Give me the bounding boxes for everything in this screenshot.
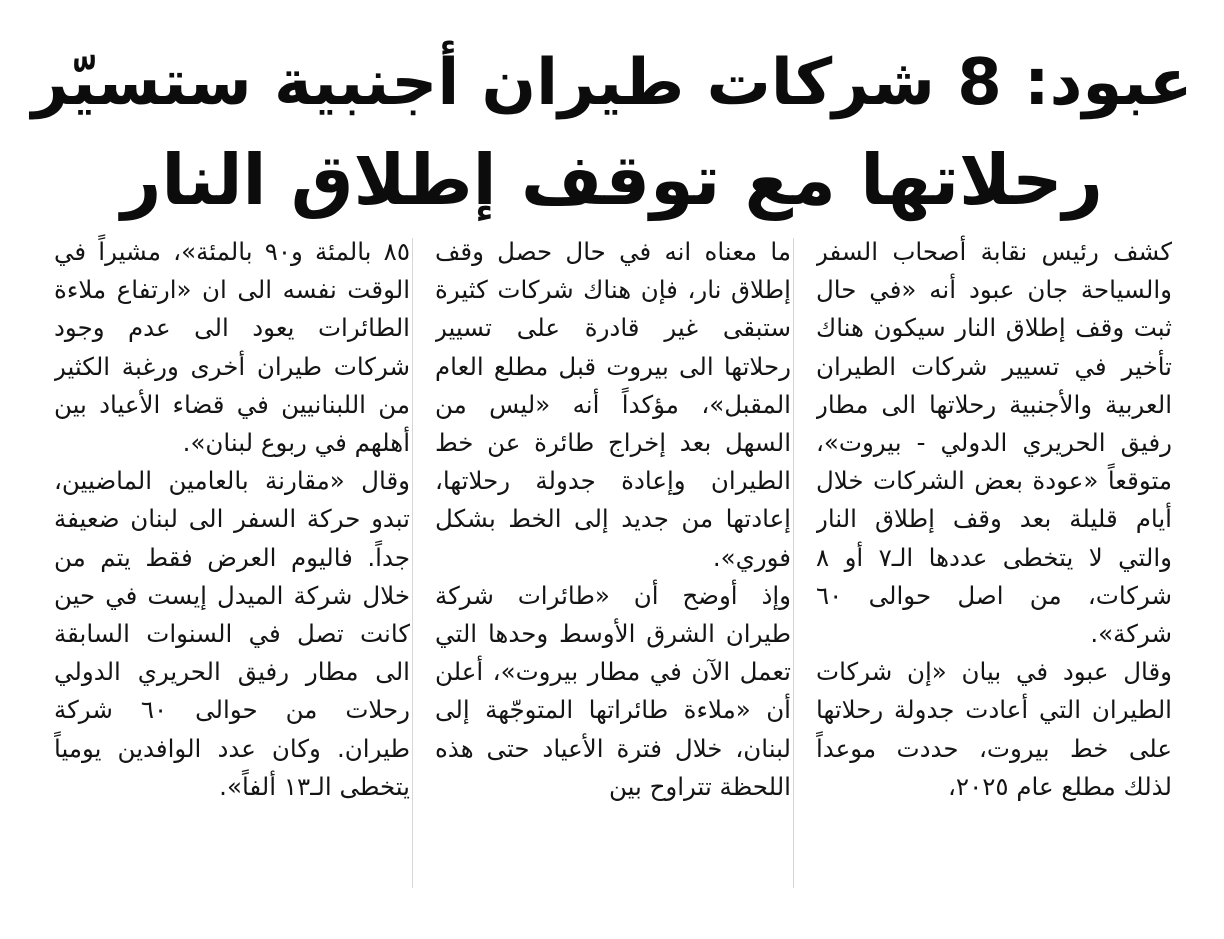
headline-line-1: عبود: 8 شركات طيران أجنبية ستسيّر <box>31 46 1193 120</box>
column-divider <box>412 238 413 888</box>
paragraph: ٨٥ بالمئة و٩٠ بالمئة»، مشيراً في الوقت نفسه الى ان «ارتفاع ملاءة الطائرات يعود الى عدم وجود شركات طيران أخرى ورغبة الكثير من اللبنانيين في قضاء الأعياد بين أهلهم في ربوع لبنان». <box>54 237 410 458</box>
paragraph: وقال عبود في بيان «إن شركات الطيران التي أعادت جدولة رحلاتها على خط بيروت، حددت موعداً لذلك مطلع عام ٢٠٢٥، <box>816 657 1172 801</box>
paragraph: كشف رئيس نقابة أصحاب السفر والسياحة جان عبود أنه «في حال ثبت وقف إطلاق النار سيكون هناك تأخير في تسيير شركات الطيران العربية والأجنبية رحلاتها الى مطار رفيق الحريري الدولي - بيروت»، متوقعاً «عودة بعض الشركات خلال أيام قليلة بعد وقف إطلاق النار والتي لا يتخطى عددها الـ٧ أو ٨ شركات، من اصل حوالى ٦٠ شركة». <box>816 237 1172 649</box>
article-column-3 <box>54 233 410 933</box>
headline-line-2: رحلاتها مع توقف إطلاق النار <box>121 139 1103 221</box>
article-column-2 <box>435 233 791 933</box>
paragraph: وإذ أوضح أن «طائرات شركة طيران الشرق الأوسط وحدها التي تعمل الآن في مطار بيروت»، أعلن أن «ملاءة طائراتها المتوجّهة إلى لبنان، خلال فترة الأعياد حتى هذه اللحظة تتراوح بين <box>435 580 791 801</box>
column-divider <box>793 238 794 888</box>
paragraph: وقال «مقارنة بالعامين الماضيين، تبدو حركة السفر الى لبنان ضعيفة جداً. فاليوم العرض فقط يتم من خلال شركة الميدل إيست في حين كانت تصل في السنوات السابقة الى مطار رفيق الحريري الدولي رحلات من حوالى ٦٠ شركة طيران. وكان عدد الوافدين يومياً يتخطى الـ١٣ ألفاً». <box>54 466 410 801</box>
article-column-1 <box>816 233 1172 933</box>
paragraph: ما معناه انه في حال حصل وقف إطلاق نار، فإن هناك شركات كثيرة ستبقى غير قادرة على تسيير رحلاتها الى بيروت قبل مطلع العام المقبل»، مؤكداً أنه «ليس من السهل بعد إخراج طائرة عن خط الطيران وإعادة جدولة رحلاتها، إعادتها من جديد إلى الخط بشكل فوري». <box>435 237 791 572</box>
